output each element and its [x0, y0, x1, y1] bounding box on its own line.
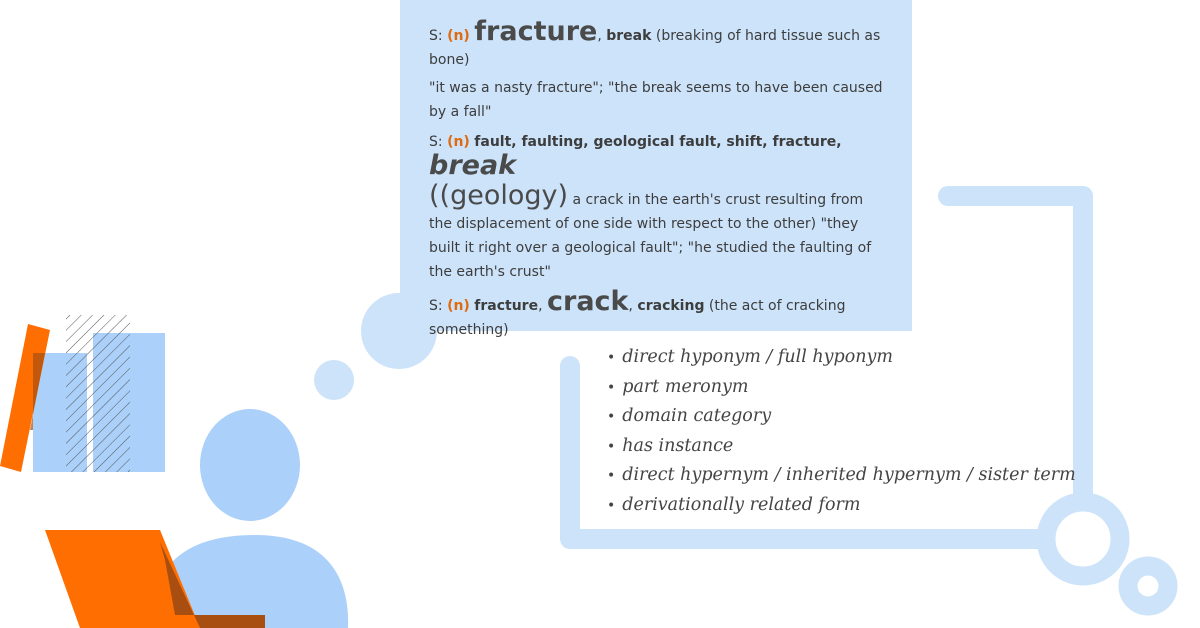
separator: ,: [628, 298, 638, 314]
relation-item[interactable]: [607, 402, 1076, 432]
bullet-icon: •: [607, 350, 616, 366]
bullet-icon: •: [607, 379, 616, 396]
sense-entry: [429, 16, 889, 72]
sense-domain: ((geology): [429, 180, 569, 211]
sense-synonyms[interactable]: fault, faulting, geological fault, shift, fracture,: [474, 134, 842, 150]
relation-list: [607, 343, 1076, 520]
sense-gloss: (breaking of hard tissue such as bone): [429, 28, 881, 68]
relation-item[interactable]: [607, 343, 1076, 373]
bullet-icon: •: [607, 409, 616, 425]
sense-prefix: S:: [429, 298, 443, 314]
sense-headword[interactable]: break: [429, 150, 517, 181]
small-ring: [1128, 566, 1168, 606]
relation-label: derivationally related form: [622, 494, 861, 515]
sense-pos-tag[interactable]: (n): [447, 134, 470, 150]
relation-label: domain category: [622, 406, 772, 426]
relation-item[interactable]: [607, 461, 1076, 491]
relation-item[interactable]: [607, 432, 1076, 462]
sense-pos-tag[interactable]: (n): [447, 28, 470, 44]
sense-prefix: S:: [429, 28, 443, 44]
relation-item[interactable]: [607, 491, 1076, 521]
relation-item[interactable]: [607, 373, 1076, 403]
sense-headword[interactable]: fracture: [474, 16, 598, 47]
sense-synonym[interactable]: break: [606, 28, 652, 44]
sense-synonym[interactable]: cracking: [637, 298, 705, 314]
sense-entry: [429, 286, 889, 342]
separator: ,: [597, 28, 607, 44]
bullet-icon: •: [607, 497, 616, 514]
bullet-icon: •: [607, 468, 616, 484]
relation-label: has instance: [622, 435, 734, 456]
relation-label: direct hyponym / full hyponym: [622, 347, 894, 367]
relation-label: part meronym: [622, 376, 749, 397]
sense-gloss: (the act of cracking something): [429, 298, 846, 338]
sense-gloss: a crack in the earth's crust resulting from the displacement of one side with respect to the other) "they built it right over a geological fault"; "he studied the faulting of the earth's crust": [429, 192, 872, 280]
sense-prefix: S:: [429, 134, 443, 150]
sense-headword[interactable]: crack: [547, 286, 629, 317]
separator: ,: [538, 298, 547, 314]
sense-pos-tag[interactable]: (n): [447, 298, 470, 314]
book-hatched: [66, 315, 130, 472]
bullet-icon: •: [607, 438, 616, 455]
person-head: [200, 409, 300, 521]
sense-entry: [429, 130, 889, 284]
sense-synonym[interactable]: fracture: [474, 298, 539, 314]
relation-label: direct hypernym / inherited hypernym / sister term: [622, 465, 1076, 485]
sense-list: [429, 16, 889, 342]
thought-dot-small: [314, 360, 354, 400]
sense-example: "it was a nasty fracture"; "the break seems to have been caused by a fall": [429, 80, 883, 120]
